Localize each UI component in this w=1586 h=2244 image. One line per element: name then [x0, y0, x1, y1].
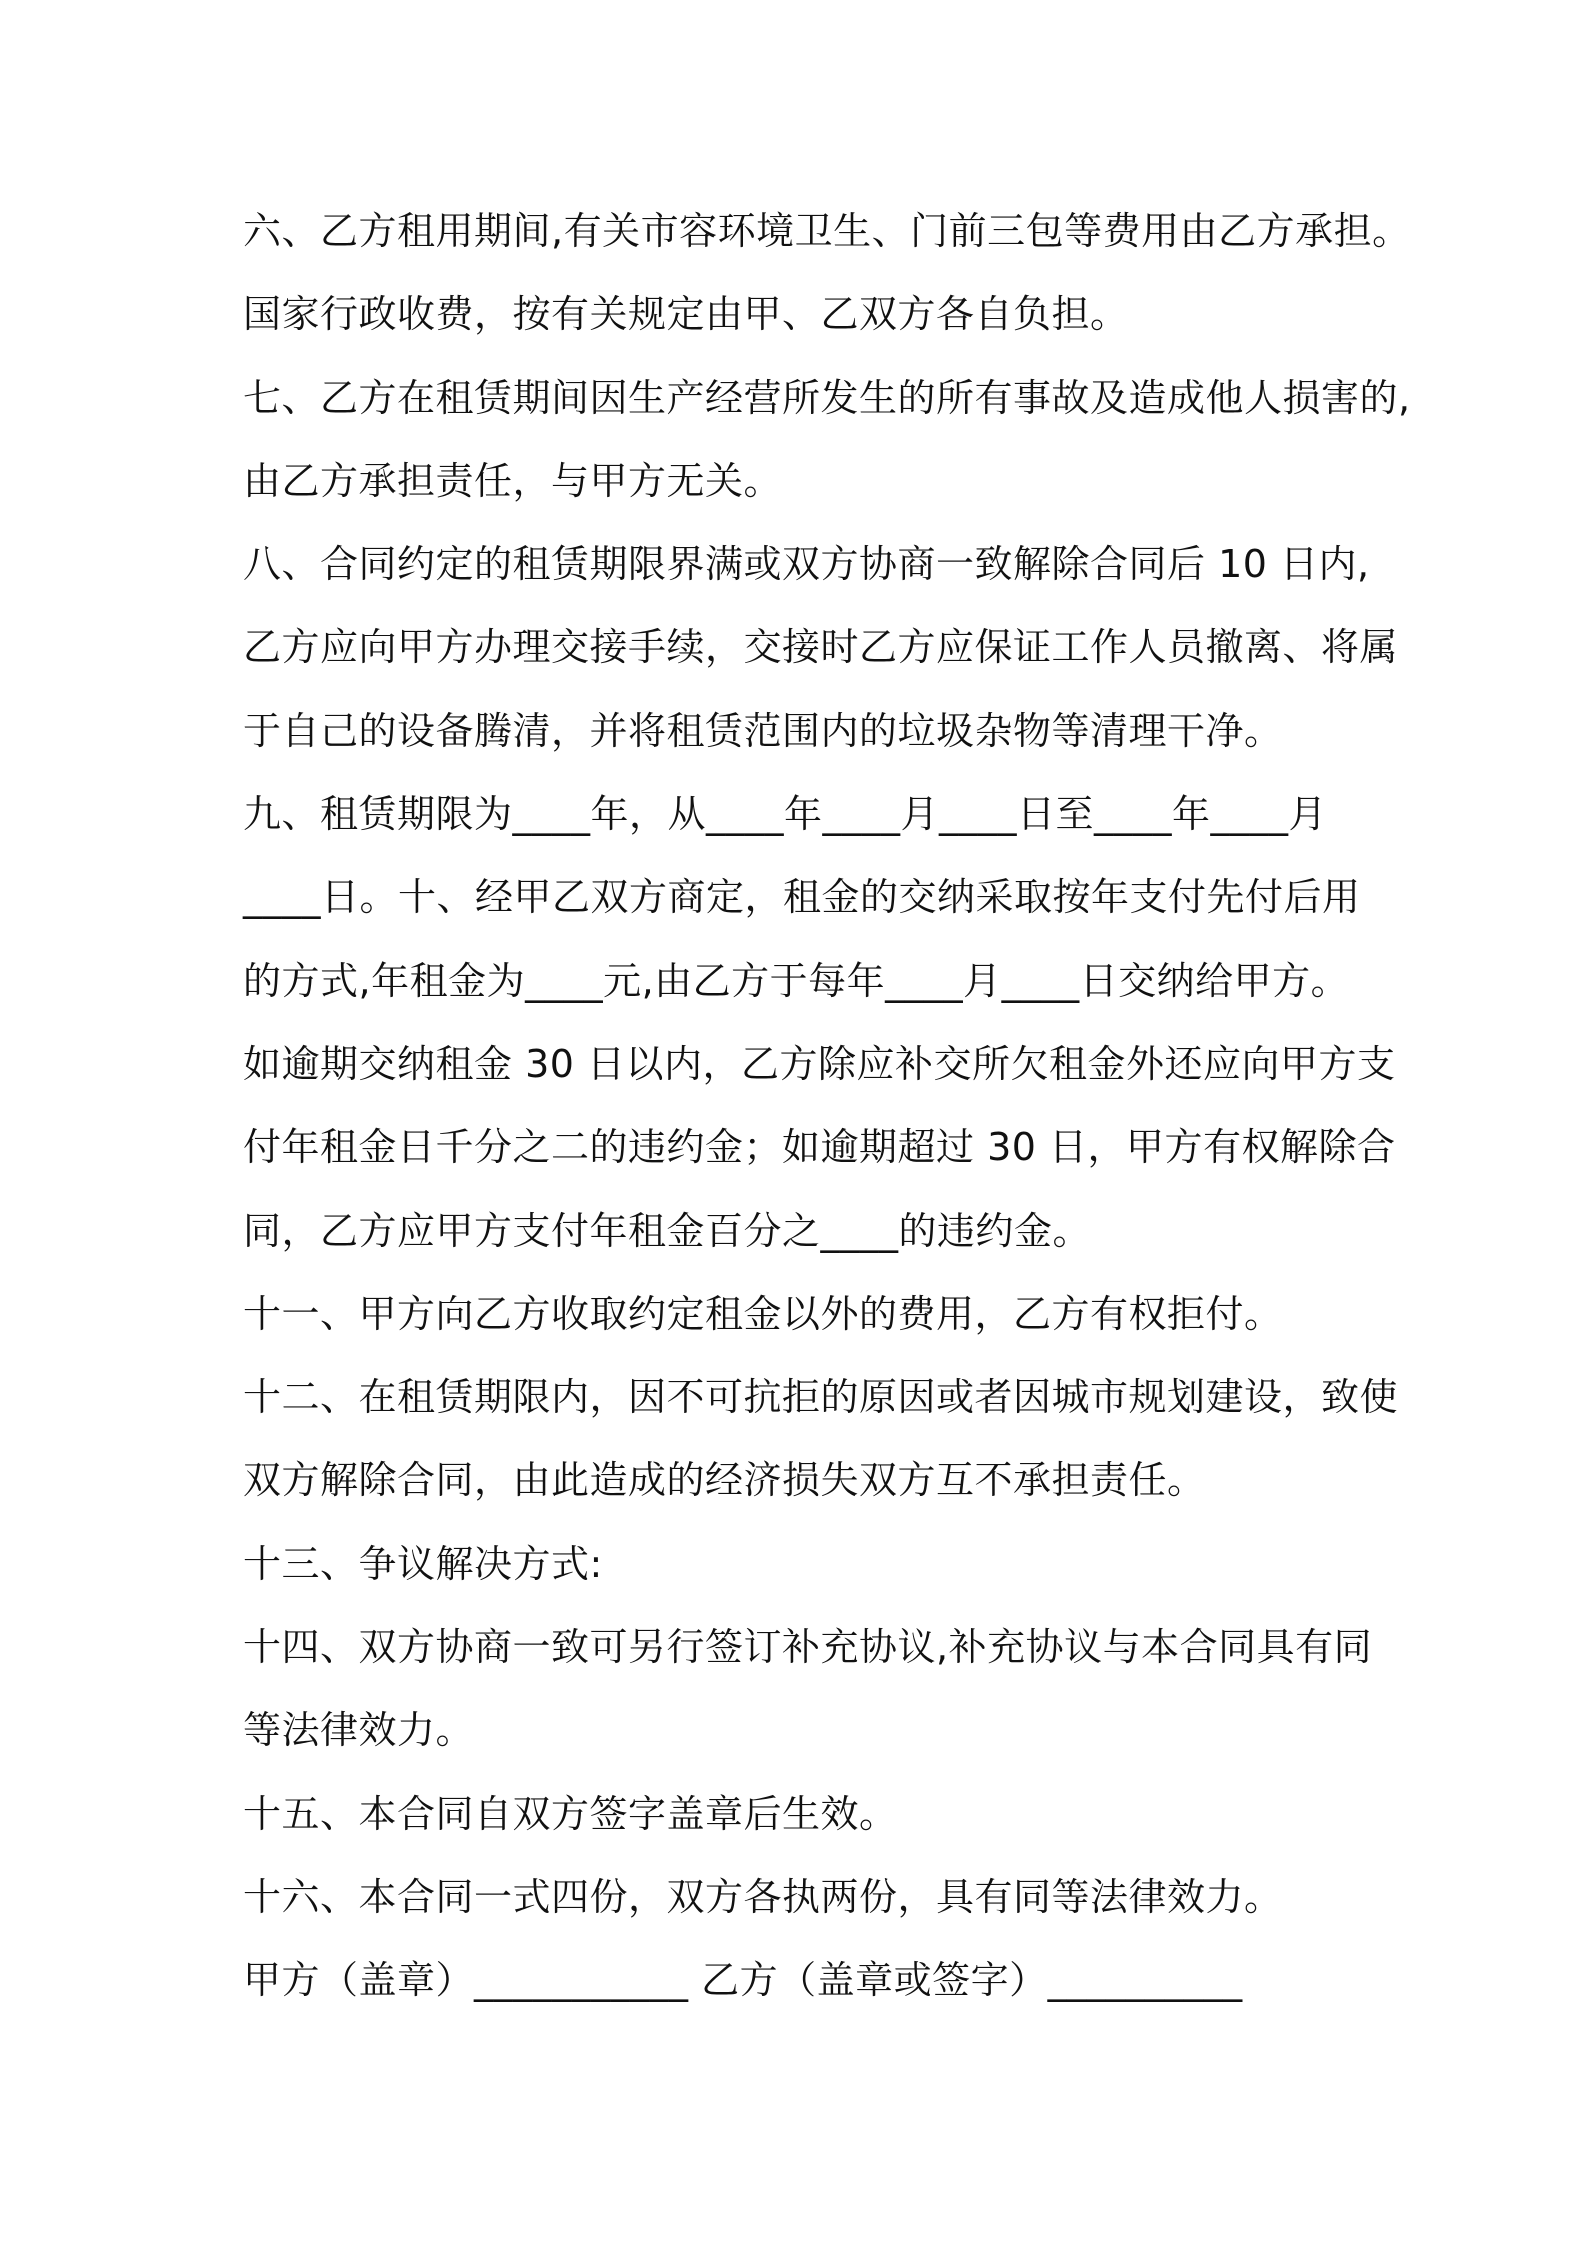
clause-12-line-2: 双方解除合同，由此造成的经济损失双方互不承担责任。	[243, 1458, 1206, 1503]
clause-6-line-2: 国家行政收费，按有关规定由甲、乙双方各自负担。	[243, 292, 1129, 337]
clause-10-line-3: 如逾期交纳租金 30 日以内，乙方除应补交所欠租金外还应向甲方支	[243, 1041, 1396, 1086]
clause-9-line-1: 九、租赁期限为____年，从____年____月____日至____年____月	[243, 792, 1328, 837]
clause-15-line-1: 十五、本合同自双方签字盖章后生效。	[243, 1791, 898, 1836]
clause-8-line-3: 于自己的设备腾清，并将租赁范围内的垃圾杂物等清理干净。	[243, 708, 1283, 753]
clause-10-line-1: ____日。十、经甲乙双方商定，租金的交纳采取按年支付先付后用	[243, 875, 1361, 920]
clause-10-line-5: 同，乙方应甲方支付年租金百分之____的违约金。	[243, 1208, 1092, 1253]
contract-body	[243, 190, 1411, 2023]
clause-11-line-1: 十一、甲方向乙方收取约定租金以外的费用，乙方有权拒付。	[243, 1291, 1283, 1336]
clause-13-line-1: 十三、争议解决方式:	[243, 1541, 603, 1586]
clause-14-line-2: 等法律效力。	[243, 1708, 475, 1753]
clause-8-line-1: 八、合同约定的租赁期限界满或双方协商一致解除合同后 10 日内,	[243, 542, 1370, 587]
clause-16-line-1: 十六、本合同一式四份，双方各执两份，具有同等法律效力。	[243, 1874, 1283, 1919]
clause-12-line-1: 十二、在租赁期限内，因不可抗拒的原因或者因城市规划建设，致使	[243, 1375, 1399, 1420]
clause-7-line-1: 七、乙方在租赁期间因生产经营所发生的所有事故及造成他人损害的,	[243, 375, 1411, 420]
clause-10-line-4: 付年租金日千分之二的违约金；如逾期超过 30 日，甲方有权解除合	[243, 1125, 1396, 1170]
clause-14-line-1: 十四、双方协商一致可另行签订补充协议,补充协议与本合同具有同	[243, 1625, 1373, 1670]
clause-8-line-2: 乙方应向甲方办理交接手续，交接时乙方应保证工作人员撤离、将属	[243, 625, 1399, 670]
clause-6-line-1: 六、乙方租用期间,有关市容环境卫生、门前三包等费用由乙方承担。	[243, 209, 1411, 253]
clause-10-line-2: 的方式,年租金为____元,由乙方于每年____月____日交纳给甲方。	[243, 958, 1350, 1003]
signature-line: 甲方（盖章）___________ 乙方（盖章或签字）__________	[243, 1958, 1243, 2003]
clause-7-line-2: 由乙方承担责任，与甲方无关。	[243, 458, 783, 503]
